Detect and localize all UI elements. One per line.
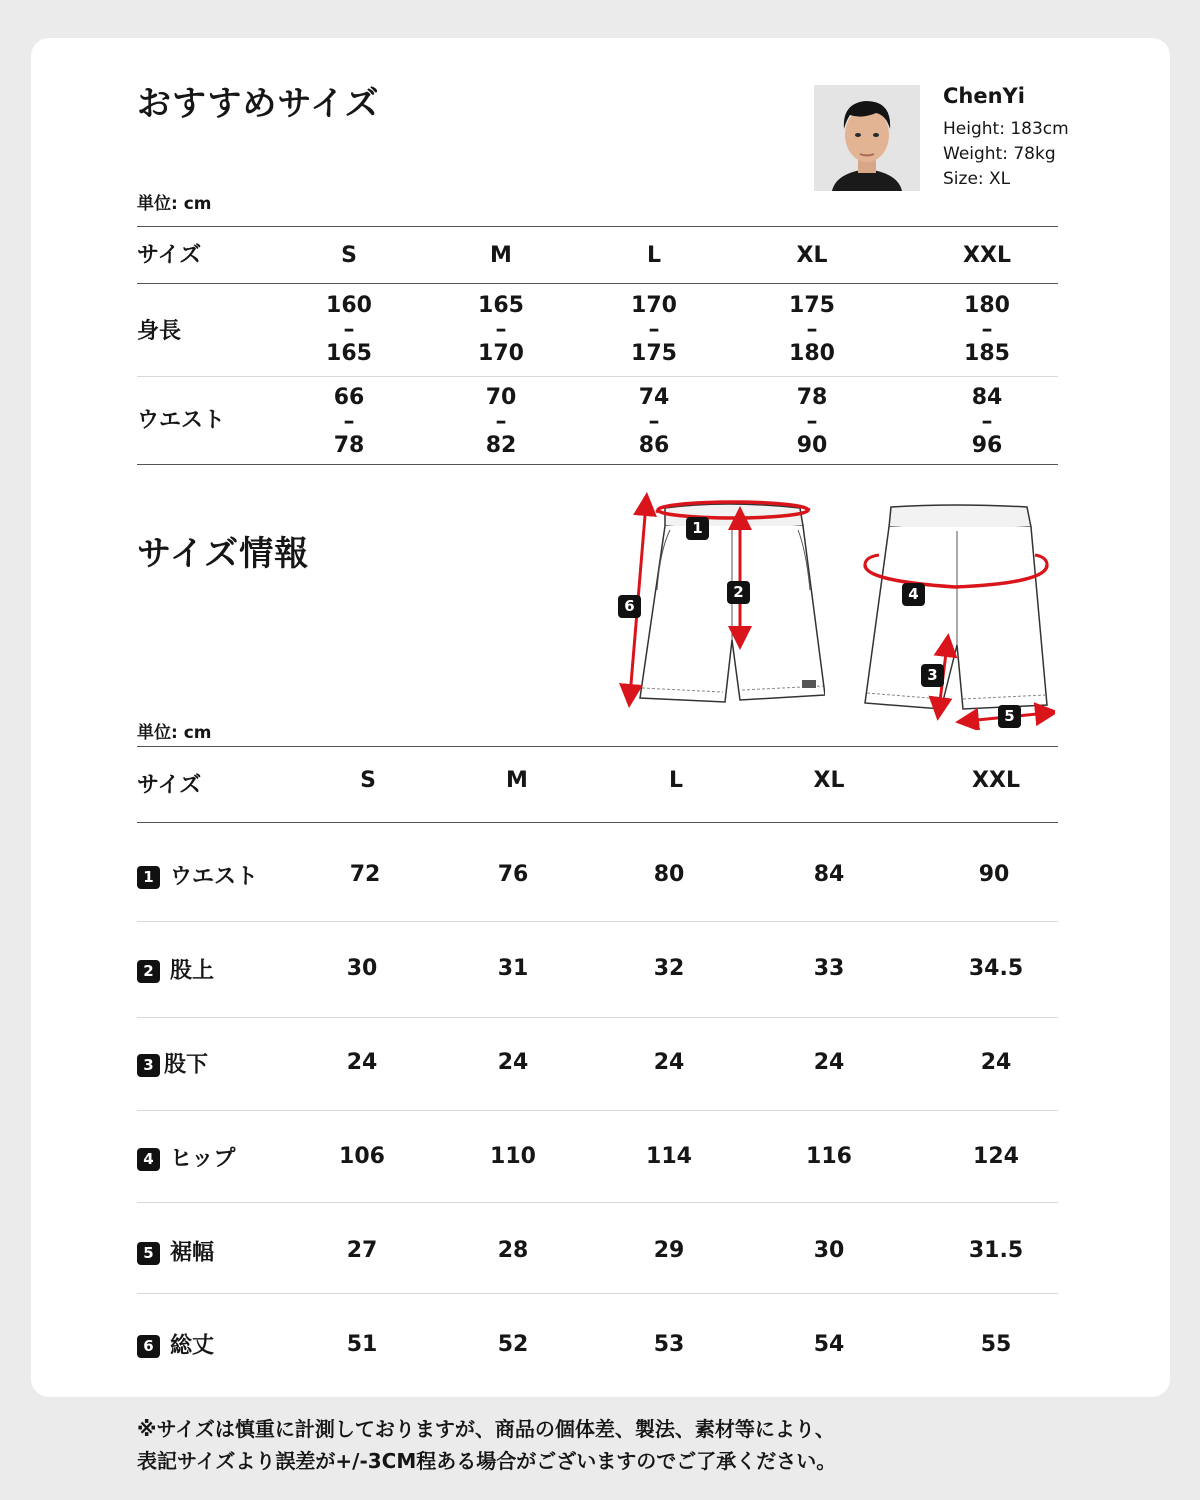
table-cell: 33 xyxy=(813,956,845,981)
marker-1: 1 xyxy=(686,517,709,540)
table-cell: 106 xyxy=(339,1144,385,1169)
size-info-header-xxl: XXL xyxy=(972,768,1020,793)
recommended-header-l: L xyxy=(646,243,662,268)
table-cell: 66 – 78 xyxy=(333,385,365,458)
model-photo xyxy=(814,85,920,191)
marker-6: 6 xyxy=(137,1335,160,1358)
table-cell: 76 xyxy=(497,862,529,887)
recommended-header-xxl: XXL xyxy=(963,243,1011,268)
table-cell: 30 xyxy=(346,956,378,981)
recommended-row-label-waist: ウエスト xyxy=(137,408,226,433)
table-cell: 124 xyxy=(973,1144,1019,1169)
table-cell: 84 – 96 xyxy=(971,385,1003,458)
table-rule xyxy=(137,283,1058,284)
table-cell: 54 xyxy=(813,1332,845,1357)
table-cell: 70 – 82 xyxy=(485,385,517,458)
table-rule xyxy=(137,1110,1058,1111)
table-rule xyxy=(137,464,1058,465)
table-cell: 110 xyxy=(490,1144,536,1169)
table-cell: 30 xyxy=(813,1238,845,1263)
table-cell: 55 xyxy=(980,1332,1012,1357)
marker-6: 6 xyxy=(618,595,641,618)
size-info-header-l: L xyxy=(668,768,684,793)
table-cell: 165 – 170 xyxy=(478,293,524,366)
marker-4: 4 xyxy=(902,583,925,606)
table-rule xyxy=(137,1202,1058,1203)
footnote-line-1: ※サイズは慎重に計測しておりますが、商品の個体差、製法、素材等により、 xyxy=(137,1417,835,1441)
model-weight: Weight: 78kg xyxy=(943,144,1056,164)
size-info-row-label-waist: 1 ウエスト xyxy=(137,866,258,889)
size-info-row-label-length: 6 総丈 xyxy=(137,1335,214,1358)
recommended-unit-label: 単位: cm xyxy=(137,194,212,214)
model-size: Size: XL xyxy=(943,169,1011,189)
table-rule xyxy=(137,1293,1058,1294)
table-cell: 28 xyxy=(497,1238,529,1263)
model-height: Height: 183cm xyxy=(943,119,1069,139)
table-rule xyxy=(137,226,1058,227)
table-rule xyxy=(137,1017,1058,1018)
table-rule xyxy=(137,921,1058,922)
marker-3: 3 xyxy=(137,1054,160,1077)
table-rule xyxy=(137,376,1058,377)
table-rule xyxy=(137,746,1058,747)
marker-2: 2 xyxy=(727,581,750,604)
table-cell: 24 xyxy=(980,1050,1012,1075)
marker-2: 2 xyxy=(137,960,160,983)
table-cell: 116 xyxy=(806,1144,852,1169)
table-cell: 34.5 xyxy=(968,956,1024,981)
size-info-title: サイズ情報 xyxy=(137,534,310,574)
shorts-front-diagram xyxy=(610,490,825,730)
table-cell: 24 xyxy=(813,1050,845,1075)
table-cell: 52 xyxy=(497,1332,529,1357)
size-info-unit-label: 単位: cm xyxy=(137,723,212,743)
table-cell: 53 xyxy=(653,1332,685,1357)
table-cell: 160 – 165 xyxy=(326,293,372,366)
recommended-header-label: サイズ xyxy=(137,243,202,268)
recommended-header-s: S xyxy=(341,243,357,268)
marker-1: 1 xyxy=(137,866,160,889)
table-cell: 32 xyxy=(653,956,685,981)
table-cell: 24 xyxy=(346,1050,378,1075)
size-info-row-label-hip: 4 ヒップ xyxy=(137,1148,235,1171)
table-cell: 27 xyxy=(346,1238,378,1263)
size-info-row-label-inseam: 3 股下 xyxy=(137,1054,208,1077)
size-info-header-xl: XL xyxy=(813,768,845,793)
size-info-row-label-rise: 2 股上 xyxy=(137,960,214,983)
table-cell: 51 xyxy=(346,1332,378,1357)
table-cell: 78 – 90 xyxy=(796,385,828,458)
recommended-size-title: おすすめサイズ xyxy=(137,84,380,124)
table-cell: 31 xyxy=(497,956,529,981)
table-cell: 74 – 86 xyxy=(638,385,670,458)
table-rule xyxy=(137,822,1058,823)
recommended-row-label-height: 身長 xyxy=(137,319,182,344)
size-info-header-s: S xyxy=(360,768,376,793)
table-cell: 90 xyxy=(978,862,1010,887)
size-info-header-m: M xyxy=(506,768,528,793)
recommended-header-m: M xyxy=(490,243,512,268)
table-cell: 31.5 xyxy=(968,1238,1024,1263)
footnote-line-2: 表記サイズより誤差が+/-3CM程ある場合がございますのでご了承ください。 xyxy=(137,1449,837,1473)
recommended-header-xl: XL xyxy=(796,243,828,268)
table-cell: 180 – 185 xyxy=(964,293,1010,366)
model-name: ChenYi xyxy=(943,84,1025,108)
marker-5: 5 xyxy=(998,705,1021,728)
table-cell: 80 xyxy=(653,862,685,887)
marker-5: 5 xyxy=(137,1242,160,1265)
table-cell: 72 xyxy=(349,862,381,887)
table-cell: 24 xyxy=(653,1050,685,1075)
marker-4: 4 xyxy=(137,1148,160,1171)
size-info-header-label: サイズ xyxy=(137,773,202,798)
table-cell: 24 xyxy=(497,1050,529,1075)
size-info-row-label-hem: 5 裾幅 xyxy=(137,1242,214,1265)
table-cell: 29 xyxy=(653,1238,685,1263)
shorts-back-diagram xyxy=(855,495,1055,730)
table-cell: 84 xyxy=(813,862,845,887)
table-cell: 170 – 175 xyxy=(631,293,677,366)
table-cell: 114 xyxy=(646,1144,692,1169)
table-cell: 175 – 180 xyxy=(789,293,835,366)
marker-3: 3 xyxy=(921,664,944,687)
